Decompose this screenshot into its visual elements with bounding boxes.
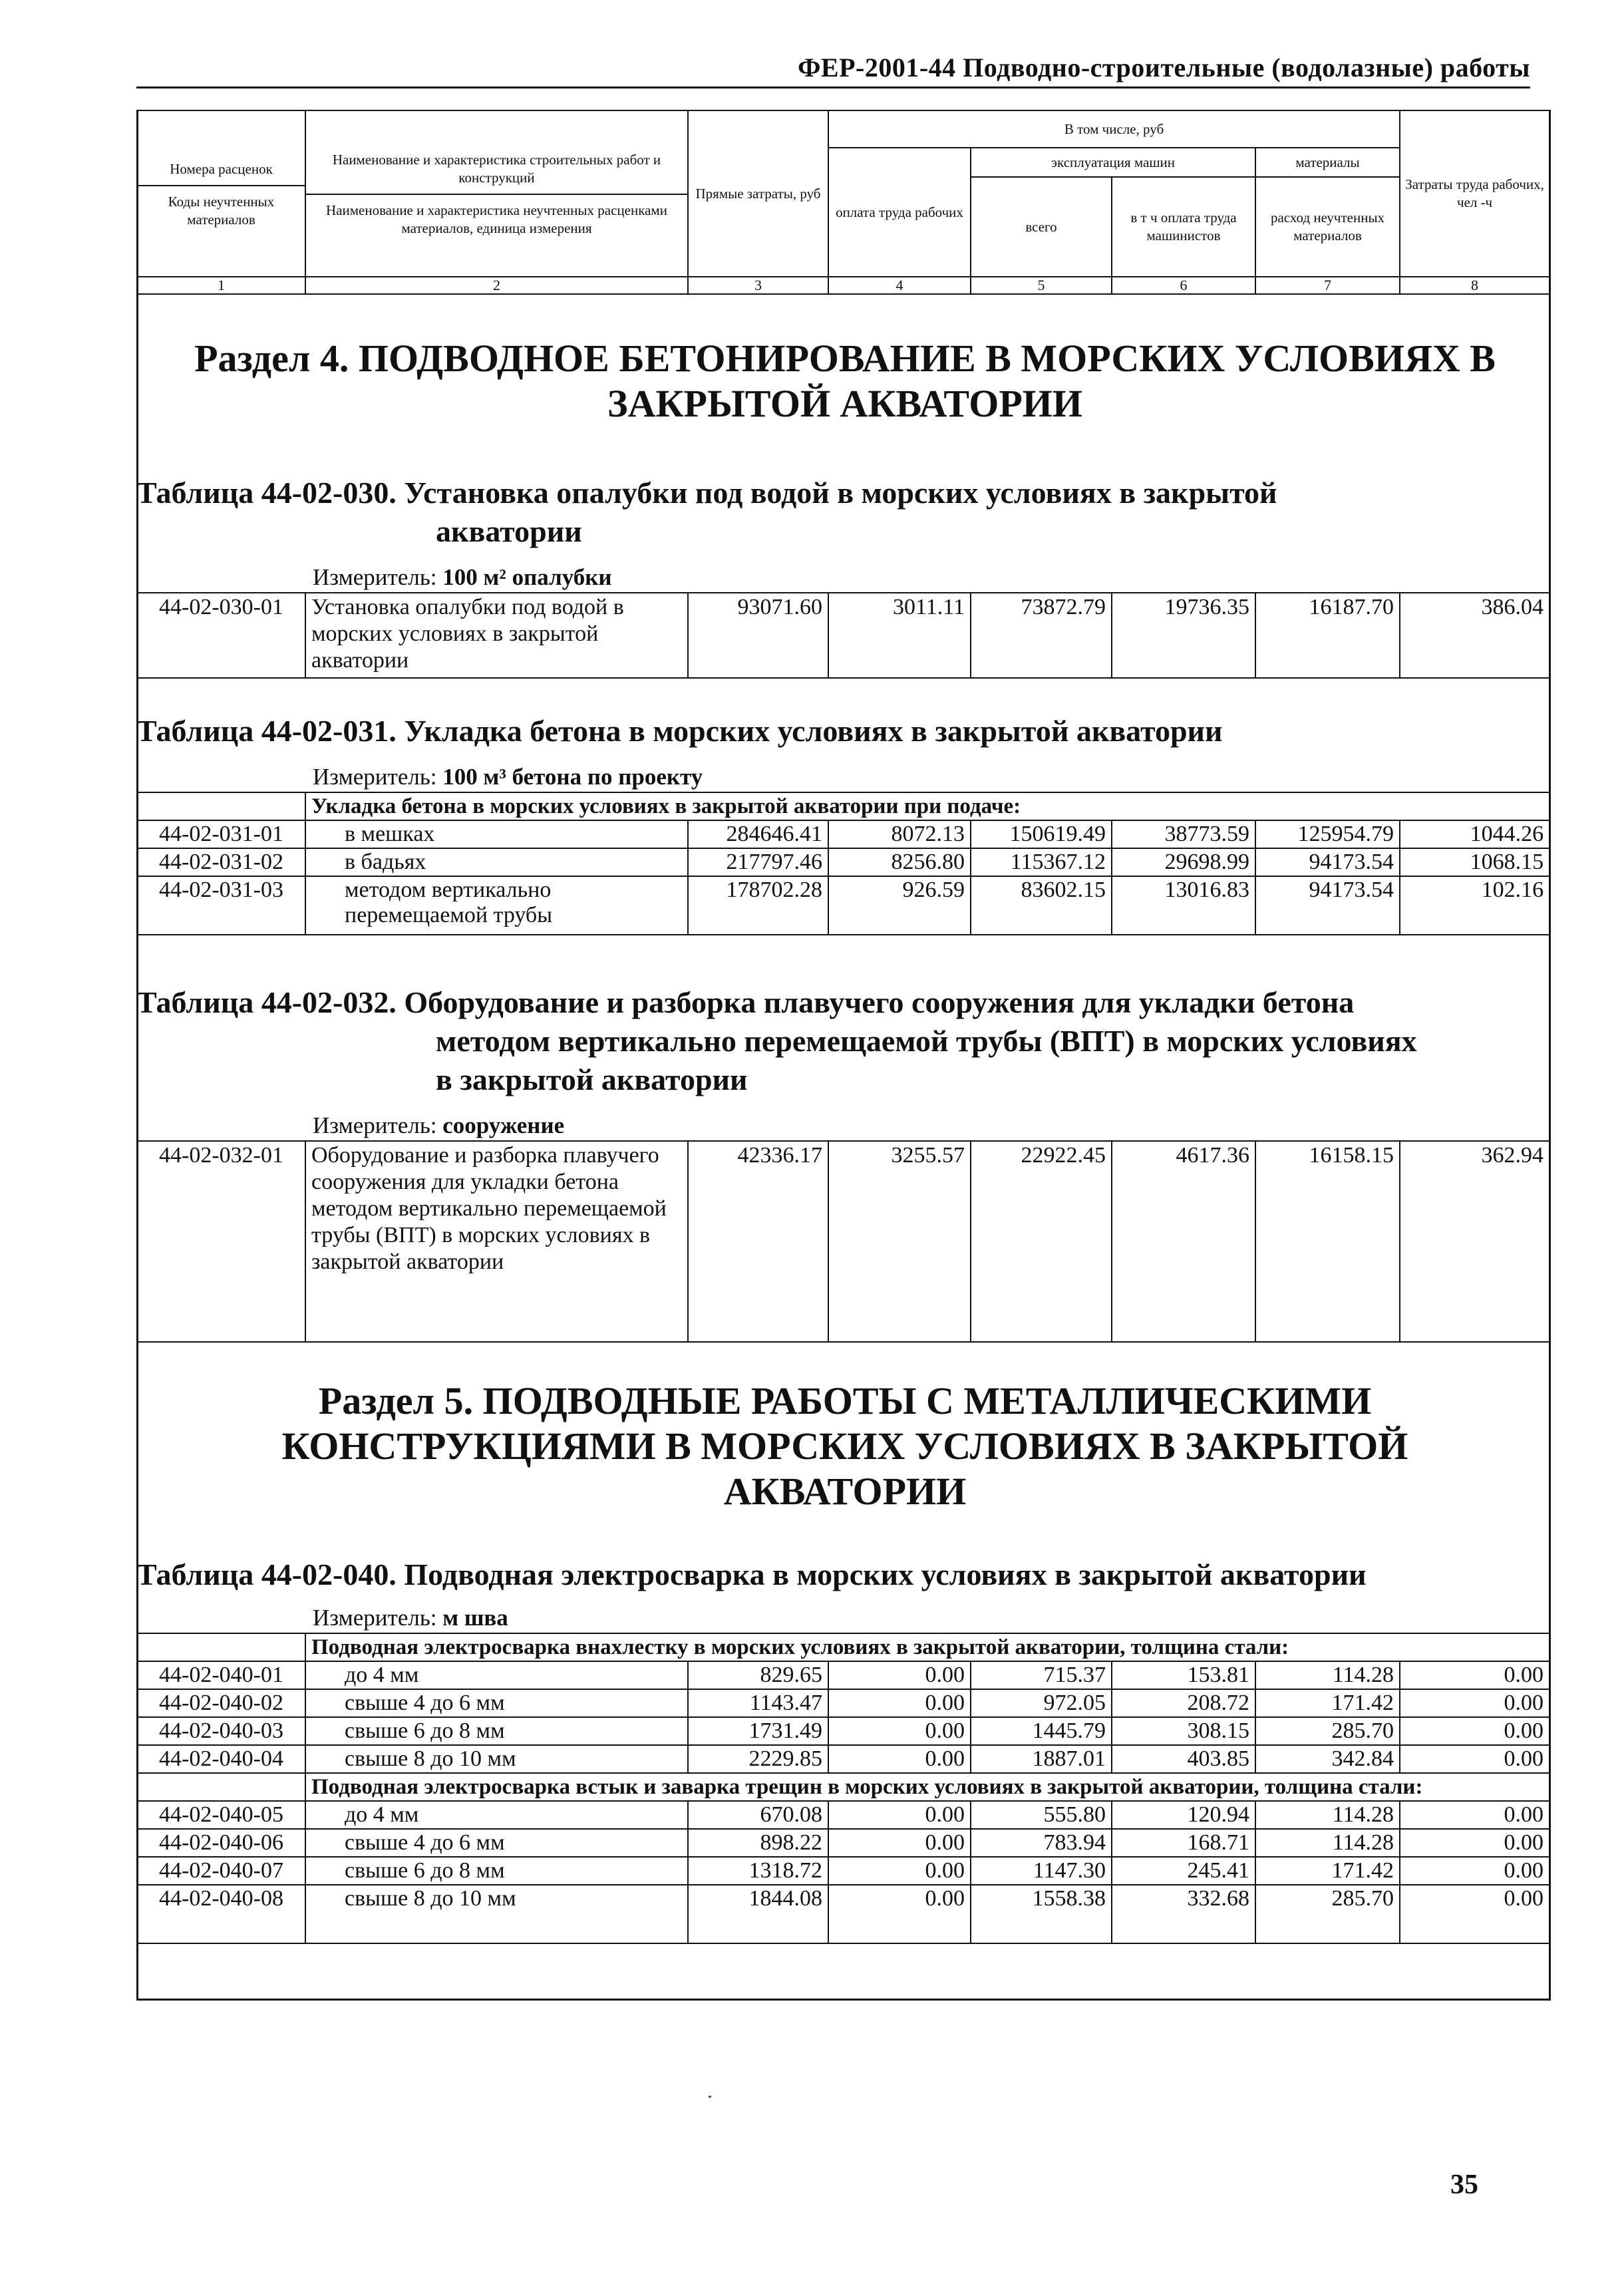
- cell-materials: 94173.54: [1255, 848, 1400, 876]
- running-header: ФЕР-2001-44 Подводно-строительные (водолазные) работы: [798, 53, 1530, 82]
- table-040: [136, 1633, 1550, 1944]
- cell-direct-costs: 670.08: [688, 1801, 828, 1829]
- cell-machinists-pay: 245.41: [1112, 1857, 1255, 1885]
- table-row: [137, 820, 1549, 848]
- table-030-name: Установка опалубки под водой в морских условиях в закрытой: [404, 476, 1277, 510]
- col-number: 5: [971, 277, 1112, 294]
- col-number: 4: [828, 277, 971, 294]
- cell-direct-costs: 284646.41: [688, 820, 828, 848]
- measure-value: 100 м² опалубки: [442, 564, 612, 590]
- table-row: [137, 1717, 1549, 1745]
- cell-labor-pay: 0.00: [828, 1829, 971, 1857]
- cell-machinists-pay: 153.81: [1112, 1661, 1255, 1689]
- cell-materials: 125954.79: [1255, 820, 1400, 848]
- col-group-materials: материалы: [1255, 148, 1400, 177]
- cell-machinists-pay: 308.15: [1112, 1717, 1255, 1745]
- cell-materials: 16158.15: [1255, 1141, 1400, 1342]
- cell-machinists-pay: 13016.83: [1112, 876, 1255, 935]
- cell-direct-costs: 1844.08: [688, 1885, 828, 1943]
- table-032-name-cont: в закрытой акватории: [436, 1062, 748, 1096]
- cell-labor-pay: 0.00: [828, 1745, 971, 1773]
- cell-materials: 342.84: [1255, 1745, 1400, 1773]
- table-row: [137, 1857, 1549, 1885]
- row-code: 44-02-040-06: [137, 1829, 305, 1857]
- row-code: 44-02-031-03: [137, 876, 305, 935]
- group-label: Подводная электросварка встык и заварка трещин в морских условиях в закрытой акватории, толщина стали:: [305, 1773, 1549, 1801]
- col-header-1-top: Номера расценок: [138, 155, 305, 186]
- measure-value: сооружение: [442, 1112, 565, 1138]
- col-header-2-bottom: Наименование и характеристика неучтенных расценками материалов, единица измерения: [326, 202, 667, 236]
- cell-labor-pay: 0.00: [828, 1801, 971, 1829]
- table-030-title: [136, 474, 1547, 551]
- row-name: Оборудование и разборка плавучего сооружения для укладки бетона методом вертикально перемещаемой трубы (ВПТ) в морских условиях в закрытой акватории: [305, 1141, 688, 1342]
- page-number: 35: [1450, 2170, 1478, 2200]
- col-number: 6: [1112, 277, 1255, 294]
- row-name: свыше 4 до 6 мм: [305, 1689, 688, 1717]
- cell-machinists-pay: 19736.35: [1112, 593, 1255, 678]
- cell-labor-hours: 0.00: [1400, 1745, 1549, 1773]
- cell-labor-pay: 0.00: [828, 1689, 971, 1717]
- table-032-measure: [313, 1112, 564, 1139]
- table-row: [137, 1661, 1549, 1689]
- cell-machinists-pay: 208.72: [1112, 1689, 1255, 1717]
- measure-label: Измеритель:: [313, 1112, 437, 1138]
- row-name: в бадьях: [305, 848, 688, 876]
- row-name: в мешках: [305, 820, 688, 848]
- table-row: [137, 1885, 1549, 1943]
- cell-machinists-pay: 120.94: [1112, 1801, 1255, 1829]
- cell-direct-costs: 1731.49: [688, 1717, 828, 1745]
- row-code: 44-02-032-01: [137, 1141, 305, 1342]
- cell-labor-hours: 0.00: [1400, 1689, 1549, 1717]
- cell-machines-total: 1445.79: [971, 1717, 1112, 1745]
- cell-machines-total: 22922.45: [971, 1141, 1112, 1342]
- table-040-code: Таблица 44-02-040.: [136, 1557, 397, 1591]
- cell-machinists-pay: 4617.36: [1112, 1141, 1255, 1342]
- col-number: 2: [305, 277, 688, 294]
- cell-direct-costs: 1143.47: [688, 1689, 828, 1717]
- table-030-code: Таблица 44-02-030.: [136, 476, 397, 510]
- cell-labor-hours: 0.00: [1400, 1829, 1549, 1857]
- cell-labor-pay: 0.00: [828, 1661, 971, 1689]
- row-code: 44-02-031-01: [137, 820, 305, 848]
- table-group-row: [137, 1633, 1549, 1661]
- column-header: [136, 110, 1550, 295]
- col-group-machines: эксплуатация машин: [971, 148, 1255, 177]
- cell-labor-pay: 3255.57: [828, 1141, 971, 1342]
- cell-machinists-pay: 29698.99: [1112, 848, 1255, 876]
- col-header-3: Прямые затраты, руб: [688, 110, 828, 277]
- row-code: 44-02-040-02: [137, 1689, 305, 1717]
- cell-materials: 285.70: [1255, 1885, 1400, 1943]
- cell-materials: 94173.54: [1255, 876, 1400, 935]
- cell-materials: 114.28: [1255, 1801, 1400, 1829]
- cell-labor-hours: 362.94: [1400, 1141, 1549, 1342]
- table-row: [137, 1689, 1549, 1717]
- row-code: 44-02-031-02: [137, 848, 305, 876]
- cell-labor-hours: 1068.15: [1400, 848, 1549, 876]
- col-number: 3: [688, 277, 828, 294]
- row-code: 44-02-040-08: [137, 1885, 305, 1943]
- col-number: 7: [1255, 277, 1400, 294]
- row-code: 44-02-040-04: [137, 1745, 305, 1773]
- cell-materials: 171.42: [1255, 1857, 1400, 1885]
- cell-labor-hours: 0.00: [1400, 1661, 1549, 1689]
- group-label: Укладка бетона в морских условиях в закрытой акватории при подаче:: [305, 792, 1549, 820]
- cell-machines-total: 555.80: [971, 1801, 1112, 1829]
- cell-machinists-pay: 332.68: [1112, 1885, 1255, 1943]
- cell-labor-hours: 1044.26: [1400, 820, 1549, 848]
- table-row: [137, 876, 1549, 935]
- table-031-code: Таблица 44-02-031.: [136, 714, 397, 748]
- cell-materials: 114.28: [1255, 1661, 1400, 1689]
- cell-machines-total: 83602.15: [971, 876, 1112, 935]
- table-030-name-cont: акватории: [436, 514, 582, 548]
- cell-machines-total: 1147.30: [971, 1857, 1112, 1885]
- row-name: свыше 4 до 6 мм: [305, 1829, 688, 1857]
- section-5-title: Раздел 5. ПОДВОДНЫЕ РАБОТЫ С МЕТАЛЛИЧЕСКИМИ КОНСТРУКЦИЯМИ В МОРСКИХ УСЛОВИЯХ В ЗАКРЫТОЙ АКВАТОРИИ: [281, 1379, 1408, 1513]
- col-header-4: оплата труда рабочих: [828, 148, 971, 277]
- row-name: свыше 8 до 10 мм: [305, 1745, 688, 1773]
- row-code: 44-02-030-01: [137, 593, 305, 678]
- table-040-measure: [313, 1605, 508, 1631]
- cell-machines-total: 972.05: [971, 1689, 1112, 1717]
- measure-label: Измеритель:: [313, 764, 437, 790]
- table-032-code: Таблица 44-02-032.: [136, 985, 397, 1019]
- cell-labor-pay: 926.59: [828, 876, 971, 935]
- cell-labor-hours: 102.16: [1400, 876, 1549, 935]
- scan-speck: [709, 2096, 711, 2098]
- row-name: свыше 8 до 10 мм: [305, 1885, 688, 1943]
- cell-labor-hours: 0.00: [1400, 1885, 1549, 1943]
- cell-direct-costs: 2229.85: [688, 1745, 828, 1773]
- cell-direct-costs: 217797.46: [688, 848, 828, 876]
- row-code: 44-02-040-07: [137, 1857, 305, 1885]
- cell-machines-total: 73872.79: [971, 593, 1112, 678]
- col-header-1: [137, 110, 305, 277]
- col-header-2-top: Наименование и характеристика строительных работ и конструкций: [306, 146, 687, 195]
- col-header-5: всего: [971, 177, 1112, 277]
- table-032-name: Оборудование и разборка плавучего сооружения для укладки бетона: [404, 985, 1355, 1019]
- cell-machinists-pay: 168.71: [1112, 1829, 1255, 1857]
- table-040-title: [136, 1555, 1547, 1594]
- table-group-row: [137, 1773, 1549, 1801]
- row-code: 44-02-040-01: [137, 1661, 305, 1689]
- table-031-measure: [313, 764, 703, 790]
- header-rule: [136, 86, 1530, 88]
- cell-machines-total: 115367.12: [971, 848, 1112, 876]
- table-row: [137, 593, 1549, 678]
- cell-direct-costs: 178702.28: [688, 876, 828, 935]
- col-header-2: [305, 110, 688, 277]
- cell-labor-pay: 3011.11: [828, 593, 971, 678]
- cell-labor-pay: 0.00: [828, 1885, 971, 1943]
- col-number: 1: [137, 277, 305, 294]
- cell-machinists-pay: 38773.59: [1112, 820, 1255, 848]
- table-030: [136, 592, 1550, 679]
- table-row: [137, 1829, 1549, 1857]
- cell-direct-costs: 93071.60: [688, 593, 828, 678]
- table-group-row: [137, 792, 1549, 820]
- cell-machines-total: 150619.49: [971, 820, 1112, 848]
- table-031-title: [136, 712, 1547, 750]
- cell-machinists-pay: 403.85: [1112, 1745, 1255, 1773]
- cell-machines-total: 783.94: [971, 1829, 1112, 1857]
- cell-materials: 16187.70: [1255, 593, 1400, 678]
- measure-label: Измеритель:: [313, 564, 437, 590]
- cell-labor-pay: 8256.80: [828, 848, 971, 876]
- cell-direct-costs: 829.65: [688, 1661, 828, 1689]
- row-name: свыше 6 до 8 мм: [305, 1857, 688, 1885]
- table-030-measure: [313, 564, 612, 591]
- cell-labor-pay: 0.00: [828, 1857, 971, 1885]
- col-header-8: Затраты труда рабочих, чел -ч: [1400, 110, 1549, 277]
- table-row: [137, 1141, 1549, 1342]
- row-code: 44-02-040-05: [137, 1801, 305, 1829]
- table-032-name-cont: методом вертикально перемещаемой трубы (ВПТ) в морских условиях: [436, 1024, 1417, 1058]
- cell-labor-hours: 386.04: [1400, 593, 1549, 678]
- table-031-name: Укладка бетона в морских условиях в закрытой акватории: [404, 714, 1223, 748]
- table-032-title: [136, 983, 1547, 1099]
- cell-labor-hours: 0.00: [1400, 1801, 1549, 1829]
- cell-materials: 114.28: [1255, 1829, 1400, 1857]
- table-040-name: Подводная электросварка в морских условиях в закрытой акватории: [404, 1557, 1367, 1591]
- cell-machines-total: 1558.38: [971, 1885, 1112, 1943]
- col-number: 8: [1400, 277, 1549, 294]
- measure-value: 100 м³ бетона по проекту: [442, 764, 703, 790]
- cell-labor-pay: 8072.13: [828, 820, 971, 848]
- col-header-1-bottom: Коды неучтенных материалов: [168, 193, 275, 228]
- row-code: 44-02-040-03: [137, 1717, 305, 1745]
- table-row: [137, 848, 1549, 876]
- cell-labor-hours: 0.00: [1400, 1717, 1549, 1745]
- group-label: Подводная электросварка внахлестку в морских условиях в закрытой акватории, толщина стали:: [305, 1633, 1549, 1661]
- cell-materials: 171.42: [1255, 1689, 1400, 1717]
- col-header-7: расход неучтенных материалов: [1255, 177, 1400, 277]
- section-4-title: Раздел 4. ПОДВОДНОЕ БЕТОНИРОВАНИЕ В МОРСКИХ УСЛОВИЯХ В ЗАКРЫТОЙ АКВАТОРИИ: [194, 337, 1496, 425]
- cell-labor-pay: 0.00: [828, 1717, 971, 1745]
- table-row: [137, 1745, 1549, 1773]
- table-row: [137, 1801, 1549, 1829]
- cell-materials: 285.70: [1255, 1717, 1400, 1745]
- row-name: свыше 6 до 8 мм: [305, 1717, 688, 1745]
- measure-label: Измеритель:: [313, 1605, 437, 1631]
- table-031: [136, 792, 1550, 935]
- measure-value: м шва: [442, 1605, 508, 1631]
- table-032: [136, 1140, 1550, 1343]
- col-header-6: в т ч оплата труда машинистов: [1112, 177, 1255, 277]
- cell-labor-hours: 0.00: [1400, 1857, 1549, 1885]
- col-group-in-total: В том числе, руб: [828, 110, 1400, 148]
- cell-machines-total: 1887.01: [971, 1745, 1112, 1773]
- row-name: до 4 мм: [305, 1661, 688, 1689]
- row-name: методом вертикально перемещаемой трубы: [305, 876, 688, 935]
- cell-direct-costs: 898.22: [688, 1829, 828, 1857]
- row-name: до 4 мм: [305, 1801, 688, 1829]
- cell-direct-costs: 1318.72: [688, 1857, 828, 1885]
- cell-machines-total: 715.37: [971, 1661, 1112, 1689]
- row-name: Установка опалубки под водой в морских условиях в закрытой акватории: [305, 593, 688, 678]
- cell-direct-costs: 42336.17: [688, 1141, 828, 1342]
